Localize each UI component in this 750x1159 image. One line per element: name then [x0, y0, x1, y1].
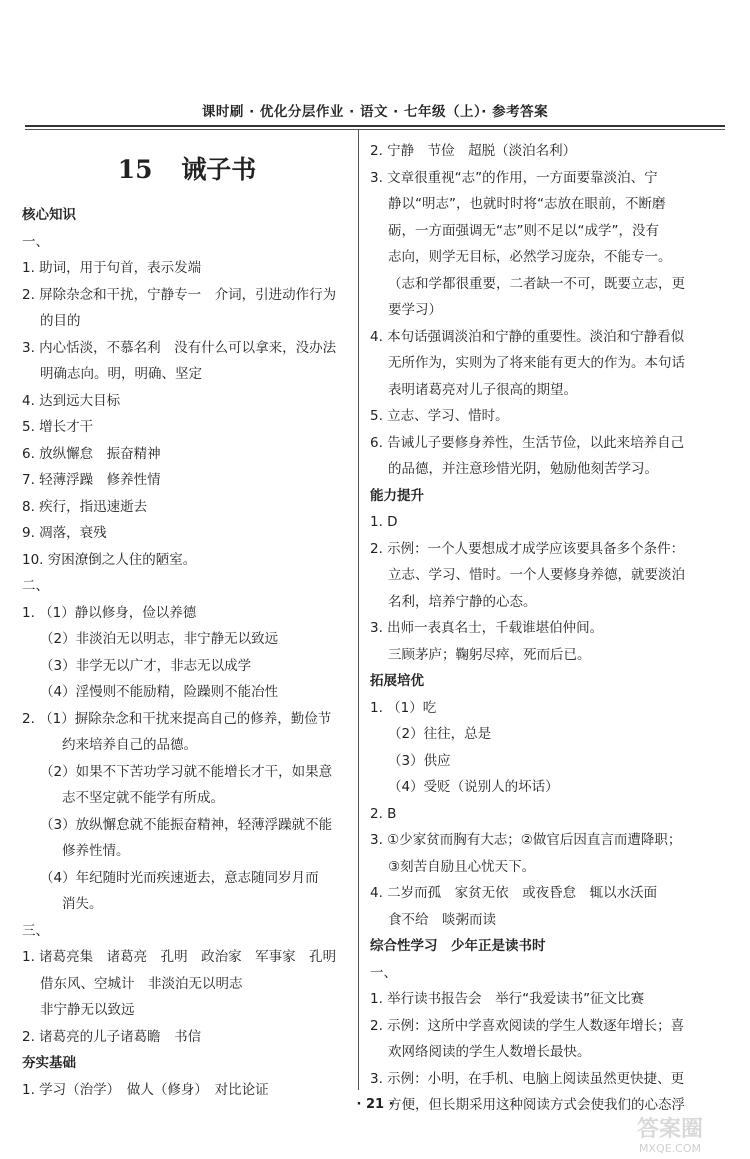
left-column — [22, 138, 352, 1103]
right-answer-list — [370, 138, 710, 1119]
right-column — [370, 138, 710, 1119]
answer-line: 1. 学习（治学） 做人（修身） 对比论证 — [22, 1081, 269, 1098]
answer-line: 4. 二岁而孤 家贫无依 或夜昏怠 辄以水沃面 — [370, 885, 658, 901]
page-header: 课时刷 · 优化分层作业 · 语文 · 七年级（上）· 参考答案 — [201, 104, 549, 120]
answer-line: 3. 示例：小明，在手机、电脑上阅读虽然更快捷、更 — [370, 1070, 685, 1087]
answer-line: 1. （1）静以修身，俭以养德 — [22, 604, 197, 621]
answer-line: 3. 出师一表真名士，千载谁堪伯仲间。 — [370, 620, 604, 636]
answer-line: （4）年纪随时光而疾速逝去，意志随同岁月而 — [40, 869, 319, 886]
answer-line: 6. 告诫儿子要修身养性，生活节俭，以此来培养自己 — [370, 434, 685, 451]
answer-line: 食不给 啖粥而读 — [388, 911, 496, 928]
answer-line: 6. 放纵懈怠 振奋精神 — [22, 445, 161, 462]
answer-line: 1. D — [370, 514, 398, 530]
lesson-number: 15 — [117, 155, 153, 184]
answer-line: 一、 — [22, 233, 49, 250]
column-divider — [358, 130, 359, 1090]
answer-line: 三顾茅庐；鞠躬尽瘁，死而后已。 — [388, 646, 591, 663]
answer-line: ③刻苦自励且心忧天下。 — [388, 858, 536, 875]
section-heading: 能力提升 — [370, 487, 424, 504]
page-number: · 21 · — [356, 1097, 394, 1112]
left-answer-list — [22, 202, 352, 1103]
answer-line: 修养性情。 — [62, 843, 130, 859]
answer-line: 志不坚定就不能学有所成。 — [62, 790, 224, 806]
answer-line: （2）往往，总是 — [388, 726, 492, 742]
answer-line: （4）淫慢则不能励精，险躁则不能冶性 — [40, 684, 279, 700]
watermark-big-text: 答案圈 — [636, 1117, 704, 1142]
header-rule-thin — [25, 129, 725, 130]
answer-line: 9. 凋落，衰残 — [22, 525, 107, 541]
answer-line: 2. （1）摒除杂念和干扰来提高自己的修养，勤俭节 — [22, 710, 332, 727]
answer-line: 方便，但长期采用这种阅读方式会使我们的心态浮 — [388, 1097, 685, 1113]
answer-line: 2. B — [370, 805, 397, 822]
answer-line: 8. 疾行，指迅速逝去 — [22, 498, 148, 515]
answer-line: 7. 轻薄浮躁 修养性情 — [22, 472, 161, 488]
answer-line: （3）非学无以广才，非志无以成学 — [40, 657, 252, 674]
answer-line: 借东风、空城计 非淡泊无以明志 — [40, 975, 243, 992]
answer-line: 4. 达到远大目标 — [22, 392, 121, 409]
answer-line: 非宁静无以致远 — [40, 1002, 135, 1018]
answer-line: 1. （1）吃 — [370, 699, 437, 716]
watermark-logo — [595, 1112, 745, 1156]
answer-line: 4. 本句话强调淡泊和宁静的重要性。淡泊和宁静看似 — [370, 328, 685, 345]
answer-line: 一、 — [370, 964, 397, 981]
answer-line: （2）非淡泊无以明志，非宁静无以致远 — [40, 631, 279, 647]
answer-line: 的品德，并注意珍惜光阴，勉励他刻苦学习。 — [388, 461, 658, 477]
answer-line: 要学习） — [388, 302, 442, 318]
answer-line: 3. 文章很重视“志”的作用，一方面要靠淡泊、宁 — [370, 169, 658, 186]
answer-line: 的目的 — [40, 313, 81, 329]
answer-line: 3. 内心恬淡，不慕名利 没有什么可以拿来，没办法 — [22, 339, 337, 356]
section-heading: 拓展培优 — [370, 673, 424, 689]
answer-line: 5. 立志、学习、惜时。 — [370, 408, 509, 424]
answer-line: （2）如果不下苦功学习就不能增长才干，如果意 — [40, 763, 333, 780]
answer-line: 消失。 — [62, 896, 103, 912]
answer-line: 欢网络阅读的学生人数增长最快。 — [388, 1044, 591, 1060]
answer-line: 2. 示例：一个人要想成才成学应该要具备多个条件： — [370, 540, 685, 557]
answer-line: 2. 宁静 节俭 超脱（淡泊名利） — [370, 143, 577, 159]
lesson-title — [22, 138, 352, 202]
watermark-small-text: MXQE.COM — [639, 1142, 701, 1155]
answer-line: 二、 — [22, 578, 49, 594]
answer-line: 砺，一方面强调无“志”则不足以“成学”，没有 — [388, 222, 659, 239]
section-heading: 综合性学习 少年正是读书时 — [370, 938, 546, 954]
section-heading: 夯实基础 — [22, 1055, 76, 1071]
answer-line: 2. 示例：这所中学喜欢阅读的学生人数逐年增长；喜 — [370, 1017, 685, 1034]
answer-line: （3）供应 — [388, 752, 451, 769]
answer-line: （3）放纵懈怠就不能振奋精神，轻薄浮躁就不能 — [40, 816, 333, 833]
answer-line: 2. 诸葛亮的儿子诸葛瞻 书信 — [22, 1028, 202, 1045]
section-heading: 核心知识 — [22, 207, 76, 223]
answer-line: 10. 穷困潦倒之人住的陋室。 — [22, 551, 197, 568]
answer-line: （4）受贬（说别人的坏话） — [388, 779, 559, 795]
answer-line: 约来培养自己的品德。 — [62, 737, 197, 753]
answer-line: 三、 — [22, 922, 49, 939]
answer-line: 志向，则学无目标，必然学习庞杂，不能专一。 — [388, 249, 672, 265]
answer-line: 静以“明志”，也就时时将“志放在眼前，不断磨 — [388, 196, 666, 212]
header-rule — [25, 125, 725, 127]
answer-line: 立志、学习、惜时。一个人要修身养德，就要淡泊 — [388, 567, 685, 583]
answer-line: 3. ①少家贫而胸有大志；②做官后因直言而遭降职； — [370, 832, 682, 848]
answer-line: 2. 屏除杂念和干扰，宁静专一 介词，引进动作行为 — [22, 286, 337, 303]
answer-line: 无所作为，实则为了将来能有更大的作为。本句话 — [388, 355, 685, 371]
answer-line: 1. 诸葛亮集 诸葛亮 孔明 政治家 军事家 孔明 — [22, 949, 337, 965]
answer-line: 1. 助词，用于句首，表示发端 — [22, 260, 202, 276]
answer-line: 明确志向。明，明确、坚定 — [40, 366, 202, 382]
lesson-title-text: 诫子书 — [181, 155, 257, 184]
answer-line: 5. 增长才干 — [22, 419, 94, 435]
answer-line: 表明诸葛亮对儿子很高的期望。 — [388, 381, 577, 398]
answer-line: （志和学都很重要，二者缺一不可，既要立志，更 — [388, 275, 685, 292]
answer-line: 1. 举行读书报告会 举行“我爱读书”征文比赛 — [370, 991, 645, 1007]
answer-line: 名利，培养宁静的心态。 — [388, 593, 537, 610]
